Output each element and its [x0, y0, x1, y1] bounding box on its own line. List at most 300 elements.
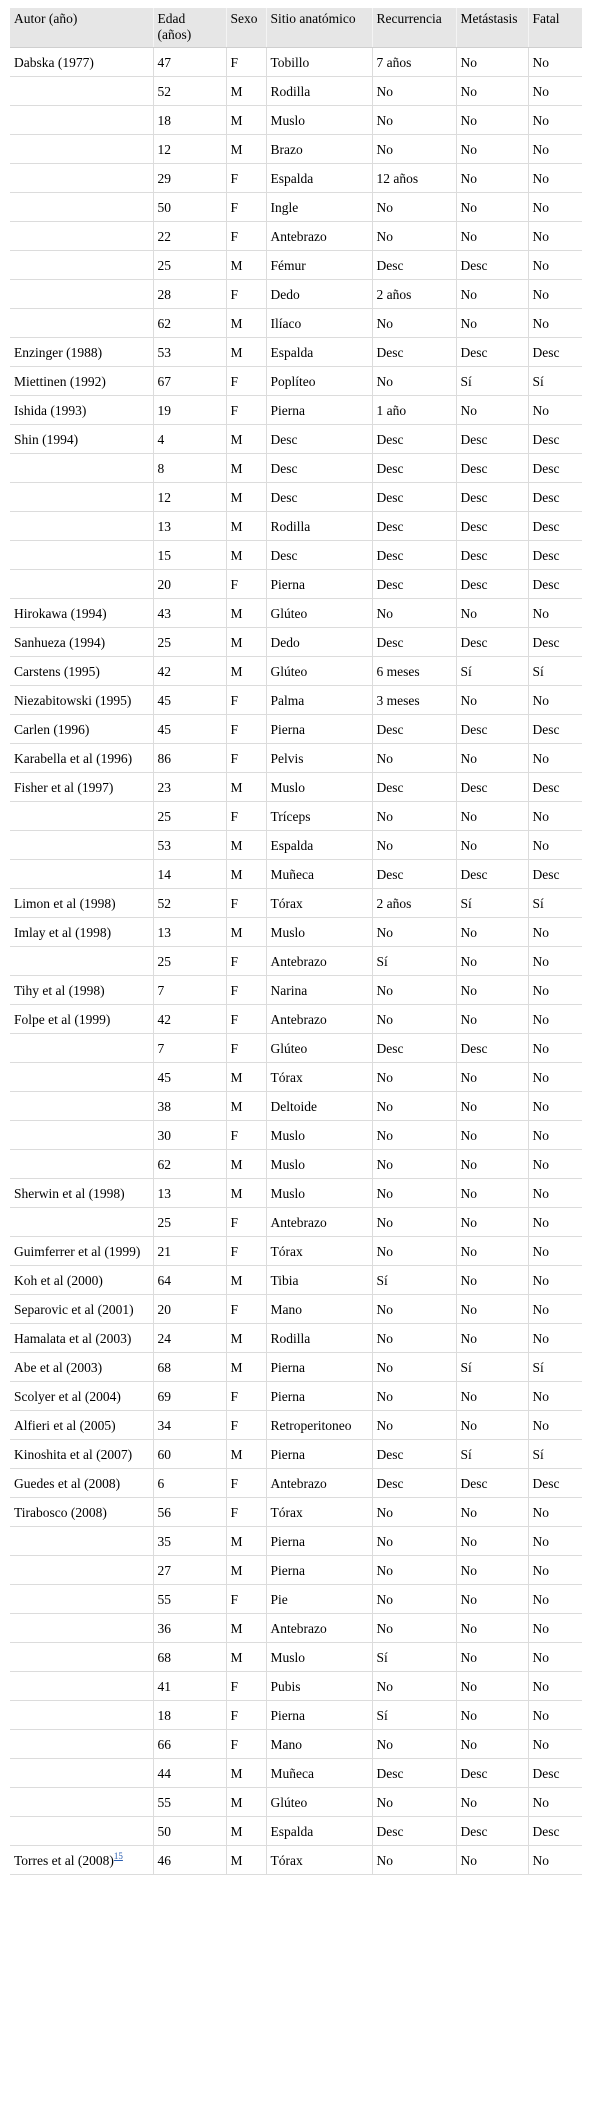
table-row — [10, 1179, 582, 1208]
cell-text: M — [230, 1534, 243, 1549]
table-row — [10, 1556, 582, 1585]
cell-text: No — [376, 1737, 393, 1752]
cell-metastasis — [456, 1527, 528, 1556]
cell-text: Desc — [376, 1766, 404, 1781]
cell-autor — [10, 454, 153, 483]
cell-sitio — [266, 1469, 372, 1498]
cell-text: Desc — [376, 432, 404, 447]
cell-text: Hamalata et al (2003) — [14, 1331, 132, 1346]
cell-text: No — [460, 1679, 477, 1694]
cell-edad — [153, 860, 226, 889]
cell-text: Antebrazo — [270, 229, 327, 244]
cell-autor — [10, 135, 153, 164]
cell-sitio — [266, 976, 372, 1005]
cell-fatal — [528, 1382, 582, 1411]
cell-autor — [10, 1759, 153, 1788]
cell-text: No — [376, 1157, 393, 1172]
cell-autor — [10, 1382, 153, 1411]
cell-sexo — [226, 831, 266, 860]
cell-autor — [10, 367, 153, 396]
cell-text: No — [460, 1563, 477, 1578]
table-row — [10, 1353, 582, 1382]
table-row — [10, 164, 582, 193]
cell-fatal — [528, 1179, 582, 1208]
cell-text: No — [532, 1621, 549, 1636]
table-row — [10, 947, 582, 976]
table-row — [10, 1121, 582, 1150]
cell-sexo — [226, 454, 266, 483]
cell-text: M — [230, 606, 243, 621]
cell-text: Desc — [460, 548, 488, 563]
cell-recurrencia — [372, 744, 456, 773]
cell-text: F — [230, 1505, 239, 1520]
cell-fatal — [528, 686, 582, 715]
table-row — [10, 77, 582, 106]
cell-edad — [153, 1817, 226, 1846]
cell-recurrencia — [372, 1208, 456, 1237]
cell-sexo — [226, 1005, 266, 1034]
cell-metastasis — [456, 425, 528, 454]
cell-sitio — [266, 193, 372, 222]
cell-sitio — [266, 338, 372, 367]
cell-metastasis — [456, 744, 528, 773]
cell-edad — [153, 106, 226, 135]
cell-autor — [10, 396, 153, 425]
cell-autor — [10, 164, 153, 193]
cell-sexo — [226, 135, 266, 164]
cell-text: Desc — [270, 548, 298, 563]
cell-recurrencia — [372, 106, 456, 135]
cell-edad — [153, 1034, 226, 1063]
table-row — [10, 48, 582, 77]
cell-sitio — [266, 1295, 372, 1324]
cell-sitio — [266, 1179, 372, 1208]
cell-text: Tórax — [270, 896, 303, 911]
cell-text: No — [532, 1273, 549, 1288]
cell-recurrencia — [372, 251, 456, 280]
cell-text: 25 — [157, 809, 171, 824]
cell-text: M — [230, 519, 243, 534]
cell-text: 6 meses — [376, 664, 420, 679]
cell-text: 18 — [157, 1708, 171, 1723]
cell-text: No — [532, 1215, 549, 1230]
cell-text: Sí — [376, 954, 388, 969]
cell-text: No — [460, 1157, 477, 1172]
cell-sexo — [226, 1643, 266, 1672]
cell-text: Espalda — [270, 838, 314, 853]
cell-sexo — [226, 1179, 266, 1208]
table-row — [10, 454, 582, 483]
reference-link[interactable]: 15 — [113, 1851, 123, 1861]
cell-text: 53 — [157, 345, 171, 360]
cell-edad — [153, 1353, 226, 1382]
cell-text: Miettinen (1992) — [14, 374, 106, 389]
cell-text: Muslo — [270, 1128, 306, 1143]
cell-text: Desc — [460, 519, 488, 534]
cell-edad — [153, 1411, 226, 1440]
cell-recurrencia — [372, 1788, 456, 1817]
cell-autor — [10, 802, 153, 831]
cell-fatal — [528, 1469, 582, 1498]
cell-fatal — [528, 889, 582, 918]
cell-text: Desc — [376, 548, 404, 563]
cell-recurrencia — [372, 1295, 456, 1324]
cell-sexo — [226, 1498, 266, 1527]
cell-autor — [10, 628, 153, 657]
cell-metastasis — [456, 193, 528, 222]
cell-recurrencia — [372, 976, 456, 1005]
cell-edad — [153, 1440, 226, 1469]
cell-sexo — [226, 686, 266, 715]
cell-text: F — [230, 1418, 239, 1433]
cell-text: Niezabitowski (1995) — [14, 693, 132, 708]
table-row — [10, 1150, 582, 1179]
cell-metastasis — [456, 1121, 528, 1150]
cell-sitio — [266, 802, 372, 831]
cell-sitio — [266, 1817, 372, 1846]
cell-sexo — [226, 1614, 266, 1643]
cell-text: F — [230, 1012, 239, 1027]
table-row — [10, 570, 582, 599]
cell-sitio — [266, 396, 372, 425]
cell-autor — [10, 1585, 153, 1614]
cell-sexo — [226, 976, 266, 1005]
cell-text: F — [230, 751, 239, 766]
cell-sitio — [266, 715, 372, 744]
cell-edad — [153, 1063, 226, 1092]
cell-edad — [153, 1237, 226, 1266]
table-row — [10, 367, 582, 396]
cell-text: 20 — [157, 577, 171, 592]
table-row — [10, 1672, 582, 1701]
cell-edad — [153, 1730, 226, 1759]
cell-recurrencia — [372, 889, 456, 918]
cell-text: No — [376, 1621, 393, 1636]
cell-text: No — [460, 606, 477, 621]
cell-recurrencia — [372, 715, 456, 744]
cell-text: Desc — [376, 1041, 404, 1056]
cell-sexo — [226, 280, 266, 309]
cell-sexo — [226, 947, 266, 976]
cell-edad — [153, 222, 226, 251]
cell-autor — [10, 1440, 153, 1469]
cell-sexo — [226, 48, 266, 77]
table-row — [10, 251, 582, 280]
cell-text: No — [532, 954, 549, 969]
cell-text: No — [376, 316, 393, 331]
cell-text: 43 — [157, 606, 171, 621]
cell-text: Antebrazo — [270, 1012, 327, 1027]
cell-recurrencia — [372, 918, 456, 947]
cell-sexo — [226, 889, 266, 918]
table-row — [10, 860, 582, 889]
cell-text: Espalda — [270, 345, 314, 360]
cell-sexo — [226, 1527, 266, 1556]
table-row — [10, 1817, 582, 1846]
cell-text: 7 — [157, 983, 165, 998]
cell-metastasis — [456, 512, 528, 541]
cell-metastasis — [456, 1440, 528, 1469]
cell-text: F — [230, 1215, 239, 1230]
cell-text: Pierna — [270, 722, 305, 737]
cell-text: No — [460, 55, 477, 70]
cell-text: F — [230, 1041, 239, 1056]
table-row — [10, 193, 582, 222]
table-row — [10, 1034, 582, 1063]
cell-text: 42 — [157, 1012, 171, 1027]
cell-text: Desc — [532, 722, 560, 737]
cell-text: 41 — [157, 1679, 171, 1694]
cell-text: No — [532, 1099, 549, 1114]
cell-text: Desc — [460, 635, 488, 650]
header-fatal: Fatal — [528, 8, 582, 48]
cell-text: Pierna — [270, 403, 305, 418]
cell-text: Carlen (1996) — [14, 722, 90, 737]
cell-recurrencia — [372, 135, 456, 164]
table-row — [10, 1005, 582, 1034]
cell-sitio — [266, 135, 372, 164]
cell-text: 60 — [157, 1447, 171, 1462]
cell-recurrencia — [372, 1556, 456, 1585]
cell-text: 25 — [157, 954, 171, 969]
cell-text: Sí — [532, 896, 544, 911]
cell-autor — [10, 106, 153, 135]
cell-text: No — [376, 1070, 393, 1085]
cell-text: Desc — [460, 577, 488, 592]
cell-text: F — [230, 722, 239, 737]
cell-autor — [10, 251, 153, 280]
cell-edad — [153, 918, 226, 947]
cell-edad — [153, 1643, 226, 1672]
cell-fatal — [528, 1701, 582, 1730]
table-row — [10, 106, 582, 135]
cell-autor — [10, 1266, 153, 1295]
cell-edad — [153, 831, 226, 860]
cell-text: Dedo — [270, 635, 300, 650]
cell-text: Desc — [532, 490, 560, 505]
cell-metastasis — [456, 222, 528, 251]
cell-sitio — [266, 947, 372, 976]
cell-text: Muslo — [270, 113, 306, 128]
cell-text: Imlay et al (1998) — [14, 925, 112, 940]
cell-text: No — [532, 1418, 549, 1433]
cell-metastasis — [456, 1063, 528, 1092]
cell-edad — [153, 1266, 226, 1295]
cell-autor — [10, 1527, 153, 1556]
cell-sexo — [226, 77, 266, 106]
cell-text: M — [230, 1621, 243, 1636]
cell-text: No — [460, 925, 477, 940]
cell-sitio — [266, 1440, 372, 1469]
cell-text: Desc — [532, 635, 560, 650]
cell-text: No — [460, 1331, 477, 1346]
cell-metastasis — [456, 1237, 528, 1266]
cell-text: No — [532, 1592, 549, 1607]
cell-metastasis — [456, 628, 528, 657]
cell-recurrencia — [372, 483, 456, 512]
cell-fatal — [528, 483, 582, 512]
cell-text: Desc — [460, 722, 488, 737]
cell-sexo — [226, 1208, 266, 1237]
cell-text: No — [376, 142, 393, 157]
cell-text: Desc — [460, 780, 488, 795]
cell-text: 52 — [157, 896, 171, 911]
cell-text: Pierna — [270, 577, 305, 592]
cell-sitio — [266, 1353, 372, 1382]
table-row — [10, 396, 582, 425]
cell-fatal — [528, 918, 582, 947]
table-row — [10, 1469, 582, 1498]
cell-text: Enzinger (1988) — [14, 345, 103, 360]
cell-sexo — [226, 512, 266, 541]
cell-sexo — [226, 1150, 266, 1179]
cell-sitio — [266, 744, 372, 773]
cell-sitio — [266, 1382, 372, 1411]
cell-text: 69 — [157, 1389, 171, 1404]
cell-text: Desc — [376, 867, 404, 882]
cell-text: Ilíaco — [270, 316, 302, 331]
cell-edad — [153, 164, 226, 193]
table-row — [10, 715, 582, 744]
cell-autor — [10, 1469, 153, 1498]
cell-sitio — [266, 541, 372, 570]
cell-recurrencia — [372, 222, 456, 251]
cell-text: Fémur — [270, 258, 306, 273]
cell-text: 66 — [157, 1737, 171, 1752]
cell-autor — [10, 1643, 153, 1672]
cell-fatal — [528, 1672, 582, 1701]
cell-text: M — [230, 1563, 243, 1578]
cell-text: Sí — [460, 1447, 472, 1462]
cell-sitio — [266, 686, 372, 715]
cell-text: No — [532, 1679, 549, 1694]
cell-sexo — [226, 541, 266, 570]
cell-fatal — [528, 1817, 582, 1846]
cell-text: Tórax — [270, 1505, 303, 1520]
cell-edad — [153, 135, 226, 164]
cell-sexo — [226, 1324, 266, 1353]
table-row — [10, 773, 582, 802]
table-row — [10, 1585, 582, 1614]
cell-edad — [153, 1324, 226, 1353]
cell-text: No — [532, 403, 549, 418]
cell-text: No — [532, 1157, 549, 1172]
cell-fatal — [528, 1092, 582, 1121]
cell-metastasis — [456, 1643, 528, 1672]
cell-edad — [153, 1788, 226, 1817]
cell-text: No — [532, 1708, 549, 1723]
cell-fatal — [528, 1266, 582, 1295]
cell-autor — [10, 1237, 153, 1266]
cell-metastasis — [456, 860, 528, 889]
cell-metastasis — [456, 1701, 528, 1730]
cell-fatal — [528, 280, 582, 309]
cell-text: No — [532, 1505, 549, 1520]
cell-text: 35 — [157, 1534, 171, 1549]
cell-metastasis — [456, 1469, 528, 1498]
cell-recurrencia — [372, 860, 456, 889]
cell-text: 14 — [157, 867, 171, 882]
cell-text: 2 años — [376, 896, 412, 911]
cell-text: 45 — [157, 1070, 171, 1085]
cell-metastasis — [456, 48, 528, 77]
cell-text: Desc — [376, 722, 404, 737]
cell-text: Mano — [270, 1302, 302, 1317]
cell-autor — [10, 309, 153, 338]
cell-text: 86 — [157, 751, 171, 766]
cell-fatal — [528, 860, 582, 889]
cell-text: Muslo — [270, 1186, 306, 1201]
cell-sitio — [266, 1150, 372, 1179]
cell-text: 47 — [157, 55, 171, 70]
table-row — [10, 1730, 582, 1759]
cell-text: M — [230, 1070, 243, 1085]
cell-autor — [10, 947, 153, 976]
cell-text: M — [230, 664, 243, 679]
cell-sexo — [226, 1701, 266, 1730]
cell-text: Desc — [532, 1766, 560, 1781]
table-row — [10, 744, 582, 773]
cell-edad — [153, 889, 226, 918]
cell-fatal — [528, 164, 582, 193]
table-row — [10, 686, 582, 715]
cell-text: No — [532, 1389, 549, 1404]
cell-text: No — [460, 1650, 477, 1665]
cell-metastasis — [456, 570, 528, 599]
cell-text: No — [376, 838, 393, 853]
cell-fatal — [528, 48, 582, 77]
cell-edad — [153, 1150, 226, 1179]
cell-text: M — [230, 1099, 243, 1114]
table-row — [10, 541, 582, 570]
cell-text: No — [532, 1041, 549, 1056]
cell-fatal — [528, 1730, 582, 1759]
cell-fatal — [528, 135, 582, 164]
cell-sitio — [266, 1411, 372, 1440]
cell-autor — [10, 715, 153, 744]
cell-metastasis — [456, 1150, 528, 1179]
cell-fatal — [528, 1353, 582, 1382]
cell-sexo — [226, 1817, 266, 1846]
cell-text: Desc — [460, 258, 488, 273]
cell-text: No — [376, 1679, 393, 1694]
cell-fatal — [528, 1846, 582, 1875]
cell-recurrencia — [372, 1382, 456, 1411]
cell-edad — [153, 1498, 226, 1527]
cell-text: No — [532, 1563, 549, 1578]
cell-text: Antebrazo — [270, 954, 327, 969]
table-header-row — [10, 8, 582, 48]
cell-edad — [153, 1295, 226, 1324]
cell-sitio — [266, 1846, 372, 1875]
cell-edad — [153, 1585, 226, 1614]
cell-text: 55 — [157, 1592, 171, 1607]
cell-text: No — [376, 809, 393, 824]
cell-text: No — [532, 809, 549, 824]
cell-sitio — [266, 889, 372, 918]
cell-metastasis — [456, 309, 528, 338]
cell-sitio — [266, 831, 372, 860]
cell-sexo — [226, 628, 266, 657]
cell-text: Desc — [376, 635, 404, 650]
cell-fatal — [528, 1585, 582, 1614]
cell-recurrencia — [372, 1701, 456, 1730]
cell-text: Sherwin et al (1998) — [14, 1186, 125, 1201]
header-sitio: Sitio anatómico — [266, 8, 372, 48]
cell-text: No — [532, 1244, 549, 1259]
cell-sitio — [266, 425, 372, 454]
cell-text: Sí — [460, 1360, 472, 1375]
